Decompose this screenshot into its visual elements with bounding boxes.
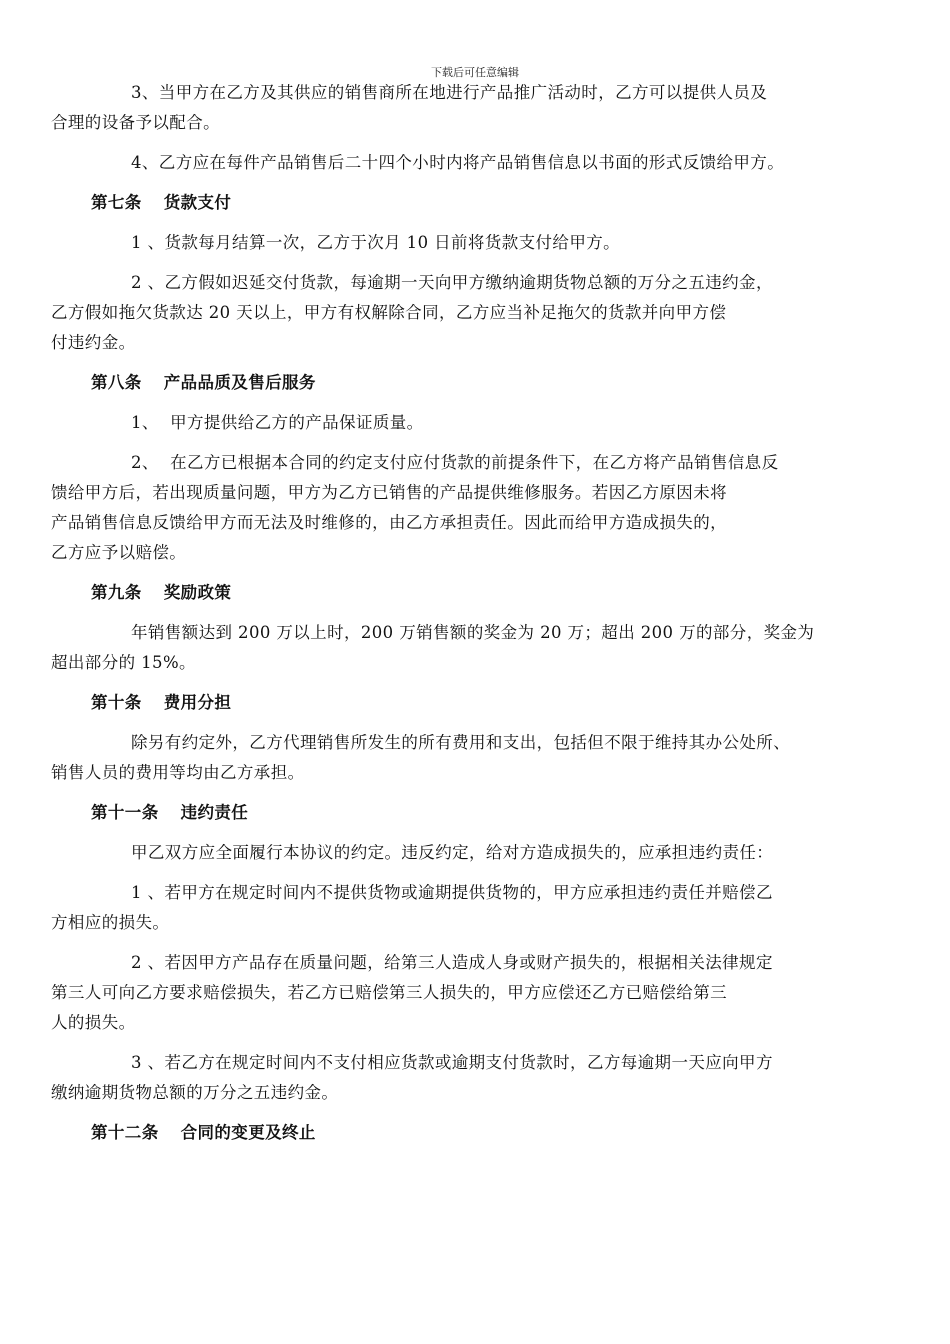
- text-line: 第三人可向乙方要求赔偿损失，若乙方已赔偿第三人损失的，甲方应偿还乙方已赔偿给第三: [51, 983, 727, 1002]
- article-title: 奖励政策: [163, 583, 232, 602]
- text-line: 人的损失。: [51, 1013, 136, 1032]
- text-line: 方相应的损失。: [51, 913, 170, 932]
- article-title: 产品品质及售后服务: [163, 373, 316, 392]
- article-title: 合同的变更及终止: [180, 1123, 316, 1142]
- text-line: 乙方假如拖欠货款达 20 天以上，甲方有权解除合同，乙方应当补足拖欠的货款并向甲方偿: [51, 303, 727, 322]
- clause-9-1: [51, 618, 871, 678]
- clause-8-2: [51, 448, 871, 568]
- article-7-heading: [91, 188, 871, 218]
- clause-11-2: [51, 948, 871, 1038]
- contract-document: [51, 78, 871, 1158]
- clause-6-4: [91, 148, 871, 178]
- article-9-heading: [91, 578, 871, 608]
- clause-10-1: [51, 728, 871, 788]
- clause-8-1: [91, 408, 871, 438]
- text-line: 1、 甲方提供给乙方的产品保证质量。: [131, 413, 424, 432]
- text-line: 超出部分的 15%。: [51, 653, 196, 672]
- clause-6-3: [51, 78, 871, 138]
- text-line: 3、当甲方在乙方及其供应的销售商所在地进行产品推广活动时，乙方可以提供人员及: [131, 83, 768, 102]
- text-line: 缴纳逾期货物总额的万分之五违约金。: [51, 1083, 339, 1102]
- text-line: 合理的设备予以配合。: [51, 113, 220, 132]
- article-number: 第十条: [91, 693, 142, 712]
- article-number: 第七条: [91, 193, 142, 212]
- text-line: 乙方应予以赔偿。: [51, 543, 187, 562]
- text-line: 馈给甲方后，若出现质量问题，甲方为乙方已销售的产品提供维修服务。若因乙方原因未将: [51, 483, 727, 502]
- text-line: 4、乙方应在每件产品销售后二十四个小时内将产品销售信息以书面的形式反馈给甲方。: [131, 153, 785, 172]
- article-number: 第九条: [91, 583, 142, 602]
- article-8-heading: [91, 368, 871, 398]
- article-title: 违约责任: [180, 803, 249, 822]
- text-line: 除另有约定外，乙方代理销售所发生的所有费用和支出，包括但不限于维持其办公处所、: [131, 733, 791, 752]
- clause-11-intro: [91, 838, 871, 868]
- clause-7-2: [51, 268, 871, 358]
- article-number: 第十二条: [91, 1123, 159, 1142]
- article-12-heading: [91, 1118, 871, 1148]
- text-line: 年销售额达到 200 万以上时，200 万销售额的奖金为 20 万；超出 200 万的部分，奖金为: [131, 623, 815, 642]
- text-line: 1 、若甲方在规定时间内不提供货物或逾期提供货物的，甲方应承担违约责任并赔偿乙: [131, 883, 773, 902]
- article-title: 费用分担: [163, 693, 232, 712]
- clause-11-3: [51, 1048, 871, 1108]
- text-line: 甲乙双方应全面履行本协议的约定。违反约定，给对方造成损失的，应承担违约责任：: [131, 843, 774, 862]
- article-title: 货款支付: [163, 193, 232, 212]
- article-11-heading: [91, 798, 871, 828]
- text-line: 2 、若因甲方产品存在质量问题，给第三人造成人身或财产损失的，根据相关法律规定: [131, 953, 773, 972]
- clause-7-1: [91, 228, 871, 258]
- text-line: 3 、若乙方在规定时间内不支付相应货款或逾期支付货款时，乙方每逾期一天应向甲方: [131, 1053, 773, 1072]
- page-header-note: 下载后可任意编辑: [431, 66, 519, 79]
- text-line: 1 、货款每月结算一次，乙方于次月 10 日前将货款支付给甲方。: [131, 233, 621, 252]
- text-line: 2 、乙方假如迟延交付货款，每逾期一天向甲方缴纳逾期货物总额的万分之五违约金，: [131, 273, 773, 292]
- clause-11-1: [51, 878, 871, 938]
- article-10-heading: [91, 688, 871, 718]
- article-number: 第十一条: [91, 803, 159, 822]
- text-line: 销售人员的费用等均由乙方承担。: [51, 763, 305, 782]
- text-line: 产品销售信息反馈给甲方而无法及时维修的，由乙方承担责任。因此而给甲方造成损失的，: [51, 513, 727, 532]
- article-number: 第八条: [91, 373, 142, 392]
- text-line: 2、 在乙方已根据本合同的约定支付应付货款的前提条件下，在乙方将产品销售信息反: [131, 453, 779, 472]
- text-line: 付违约金。: [51, 333, 136, 352]
